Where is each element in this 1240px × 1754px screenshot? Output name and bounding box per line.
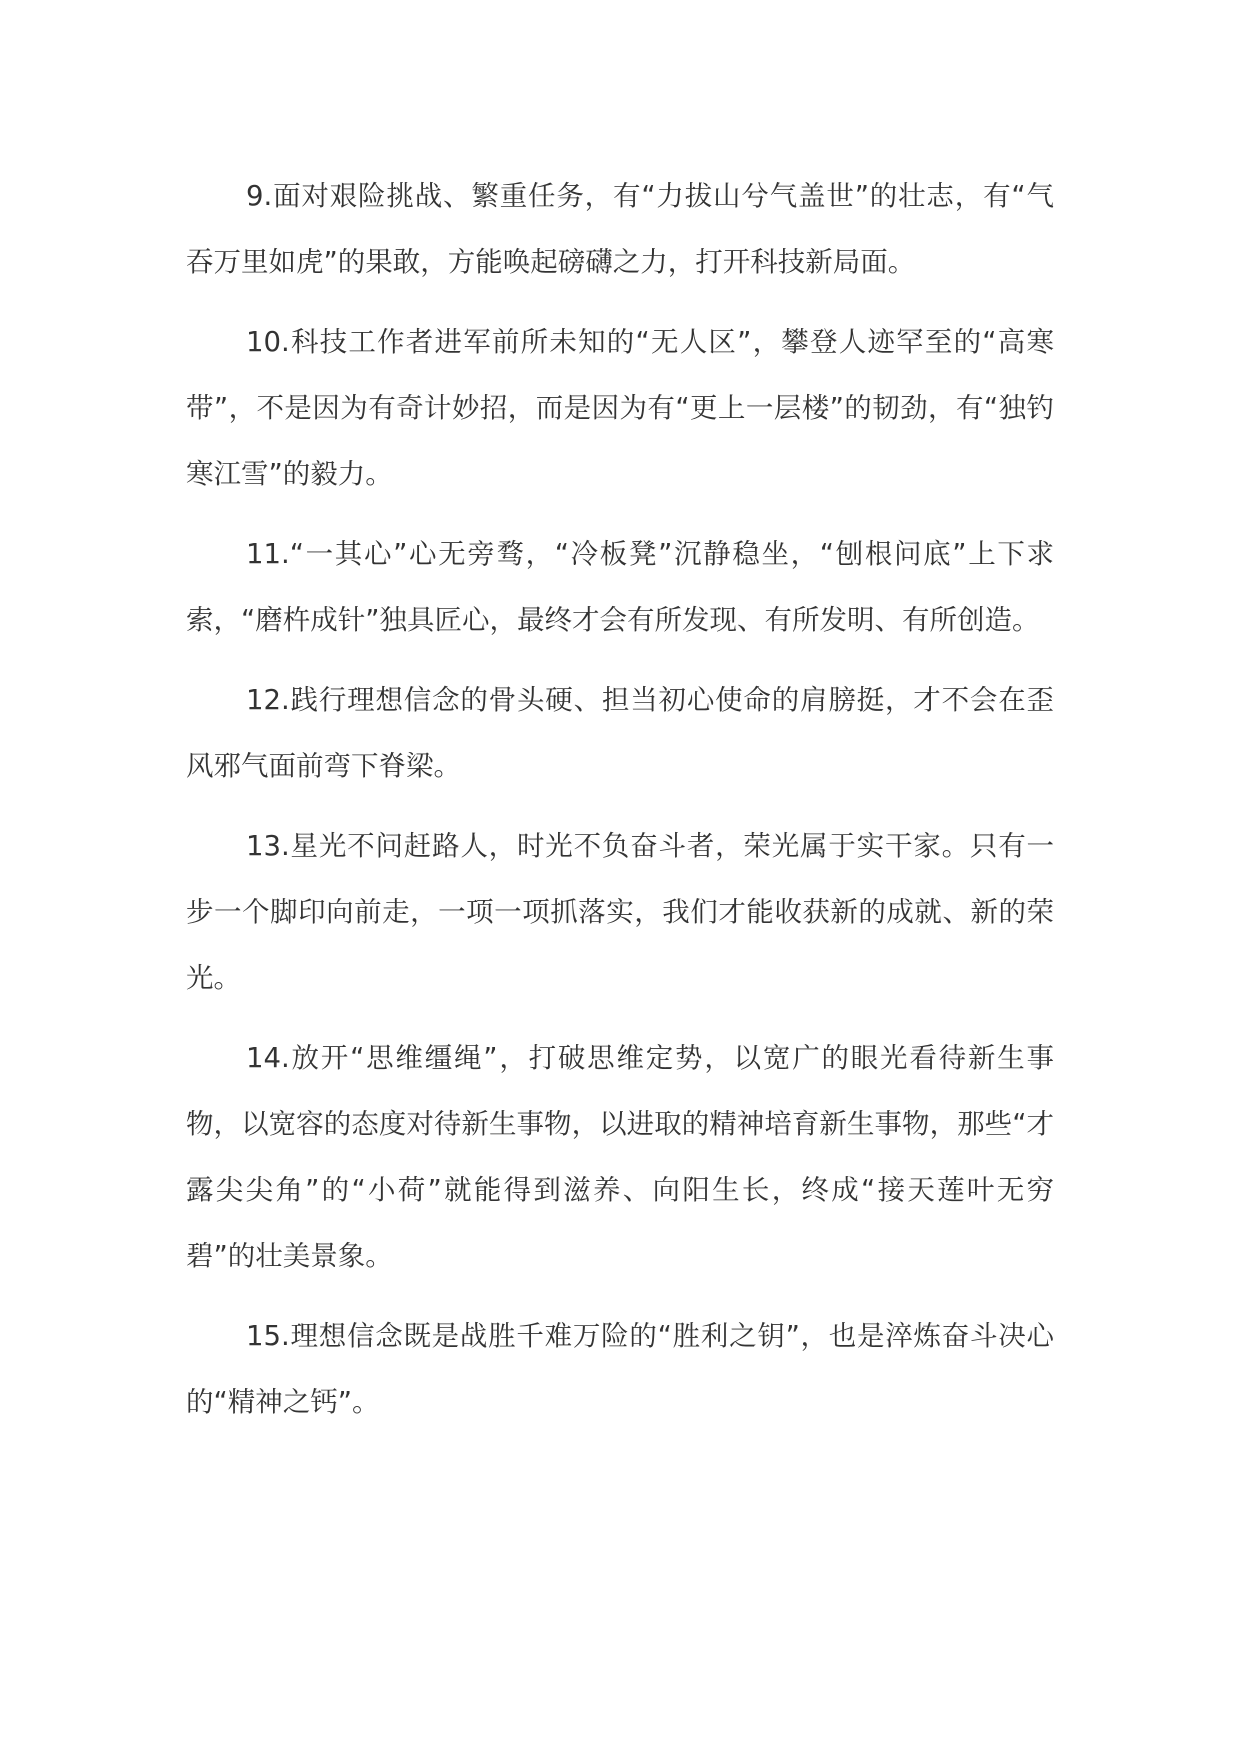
paragraph-9: 9.面对艰险挑战、繁重任务，有“力拔山兮气盖世”的壮志，有“气吞万里如虎”的果敢，方能唤起磅礴之力，打开科技新局面。 — [186, 180, 1054, 278]
paragraph-13: 13.星光不问赶路人，时光不负奋斗者，荣光属于实干家。只有一步一个脚印向前走，一项一项抓落实，我们才能收获新的成就、新的荣光。 — [186, 830, 1054, 994]
paragraph-15: 15.理想信念既是战胜千难万险的“胜利之钥”，也是淬炼奋斗决心的“精神之钙”。 — [186, 1320, 1054, 1418]
paragraph-10: 10.科技工作者进军前所未知的“无人区”，攀登人迹罕至的“高寒带”，不是因为有奇计妙招，而是因为有“更上一层楼”的韧劲，有“独钓寒江雪”的毅力。 — [186, 326, 1054, 490]
paragraph-14: 14.放开“思维缰绳”，打破思维定势，以宽广的眼光看待新生事物，以宽容的态度对待新生事物，以进取的精神培育新生事物，那些“才露尖尖角”的“小荷”就能得到滋养、向阳生长，终成“接天莲叶无穷碧”的壮美景象。 — [186, 1042, 1054, 1272]
document-page — [186, 163, 1054, 1449]
paragraph-12: 12.践行理想信念的骨头硬、担当初心使命的肩膀挺，才不会在歪风邪气面前弯下脊梁。 — [186, 684, 1054, 782]
paragraph-11: 11.“一其心”心无旁骛，“冷板凳”沉静稳坐，“刨根问底”上下求索，“磨杵成针”独具匠心，最终才会有所发现、有所发明、有所创造。 — [186, 538, 1054, 636]
